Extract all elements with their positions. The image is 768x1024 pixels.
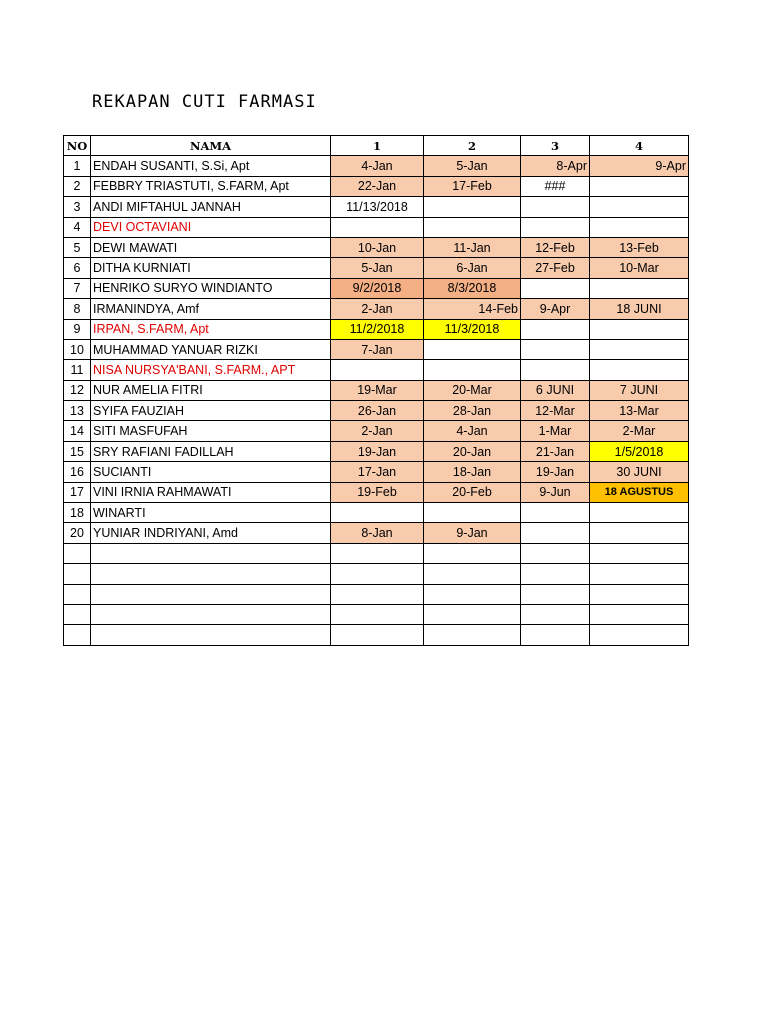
table-row: [64, 319, 689, 339]
leave-date-4[interactable]: [590, 503, 689, 523]
employee-name[interactable]: [91, 564, 331, 584]
employee-name[interactable]: ENDAH SUSANTI, S.Si, Apt: [91, 156, 331, 176]
row-number[interactable]: 17: [64, 482, 91, 502]
leave-date-4[interactable]: 18 AGUSTUS: [590, 482, 689, 502]
employee-name[interactable]: WINARTI: [91, 503, 331, 523]
table-row: [64, 503, 689, 523]
row-number[interactable]: 2: [64, 176, 91, 196]
leave-date-1[interactable]: 7-Jan: [331, 339, 424, 359]
table-row: [64, 360, 689, 380]
leave-date-2[interactable]: 11-Jan: [424, 237, 521, 257]
leave-date-2[interactable]: [424, 564, 521, 584]
leave-date-4[interactable]: [590, 339, 689, 359]
empty-row: [64, 564, 689, 584]
employee-name[interactable]: DEVI OCTAVIANI: [91, 217, 331, 237]
header-col-2[interactable]: 2: [424, 136, 521, 156]
row-number[interactable]: [64, 543, 91, 563]
leave-date-1[interactable]: 5-Jan: [331, 258, 424, 278]
table-row: [64, 156, 689, 176]
employee-name[interactable]: [91, 625, 331, 645]
employee-name[interactable]: MUHAMMAD YANUAR RIZKI: [91, 339, 331, 359]
leave-date-4[interactable]: [590, 278, 689, 298]
header-col-3[interactable]: 3: [521, 136, 590, 156]
leave-date-3[interactable]: [521, 564, 590, 584]
leave-date-3[interactable]: [521, 503, 590, 523]
leave-date-1[interactable]: [331, 564, 424, 584]
row-number[interactable]: 3: [64, 197, 91, 217]
leave-date-1[interactable]: 8-Jan: [331, 523, 424, 543]
employee-name[interactable]: [91, 543, 331, 563]
table-row: [64, 401, 689, 421]
leave-date-2[interactable]: 14-Feb: [424, 299, 521, 319]
employee-name[interactable]: FEBBRY TRIASTUTI, S.FARM, Apt: [91, 176, 331, 196]
employee-name[interactable]: SYIFA FAUZIAH: [91, 401, 331, 421]
leave-date-4[interactable]: 7 JUNI: [590, 380, 689, 400]
leave-date-3[interactable]: 12-Mar: [521, 401, 590, 421]
leave-date-4[interactable]: [590, 217, 689, 237]
row-number[interactable]: 18: [64, 503, 91, 523]
leave-date-3[interactable]: [521, 543, 590, 563]
row-number[interactable]: 7: [64, 278, 91, 298]
header-nama[interactable]: NAMA: [91, 136, 331, 156]
employee-name[interactable]: NISA NURSYA'BANI, S.FARM., APT: [91, 360, 331, 380]
row-number[interactable]: 16: [64, 462, 91, 482]
leave-date-2[interactable]: [424, 360, 521, 380]
row-number[interactable]: 20: [64, 523, 91, 543]
leave-date-3[interactable]: 19-Jan: [521, 462, 590, 482]
leave-date-3[interactable]: 9-Jun: [521, 482, 590, 502]
leave-date-4[interactable]: 30 JUNI: [590, 462, 689, 482]
leave-date-2[interactable]: 20-Mar: [424, 380, 521, 400]
empty-row: [64, 543, 689, 563]
leave-date-2[interactable]: [424, 217, 521, 237]
table-row: [64, 197, 689, 217]
row-number[interactable]: [64, 604, 91, 624]
row-number[interactable]: 6: [64, 258, 91, 278]
leave-date-2[interactable]: [424, 503, 521, 523]
leave-date-2[interactable]: 11/3/2018: [424, 319, 521, 339]
leave-date-4[interactable]: [590, 584, 689, 604]
leave-date-2[interactable]: [424, 584, 521, 604]
employee-name[interactable]: VINI IRNIA RAHMAWATI: [91, 482, 331, 502]
leave-date-2[interactable]: 6-Jan: [424, 258, 521, 278]
row-number[interactable]: [64, 584, 91, 604]
leave-date-3[interactable]: [521, 625, 590, 645]
leave-date-1[interactable]: 17-Jan: [331, 462, 424, 482]
sheet-title: REKAPAN CUTI FARMASI: [92, 92, 317, 112]
leave-date-3[interactable]: 1-Mar: [521, 421, 590, 441]
leave-date-4[interactable]: [590, 176, 689, 196]
leave-date-1[interactable]: [331, 543, 424, 563]
leave-date-3[interactable]: [521, 217, 590, 237]
leave-date-4[interactable]: [590, 564, 689, 584]
row-number[interactable]: [64, 564, 91, 584]
employee-name[interactable]: IRPAN, S.FARM, Apt: [91, 319, 331, 339]
leave-date-3[interactable]: 9-Apr: [521, 299, 590, 319]
leave-date-4[interactable]: [590, 543, 689, 563]
employee-name[interactable]: SRY RAFIANI FADILLAH: [91, 441, 331, 461]
leave-date-2[interactable]: [424, 197, 521, 217]
employee-name[interactable]: HENRIKO SURYO WINDIANTO: [91, 278, 331, 298]
leave-date-4[interactable]: [590, 625, 689, 645]
leave-date-2[interactable]: 8/3/2018: [424, 278, 521, 298]
row-number[interactable]: 8: [64, 299, 91, 319]
leave-date-3[interactable]: 21-Jan: [521, 441, 590, 461]
leave-date-2[interactable]: 5-Jan: [424, 156, 521, 176]
row-number[interactable]: 14: [64, 421, 91, 441]
leave-date-4[interactable]: 1/5/2018: [590, 441, 689, 461]
leave-date-1[interactable]: 26-Jan: [331, 401, 424, 421]
leave-date-2[interactable]: 17-Feb: [424, 176, 521, 196]
employee-name[interactable]: [91, 604, 331, 624]
leave-date-1[interactable]: 19-Feb: [331, 482, 424, 502]
leave-date-4[interactable]: 18 JUNI: [590, 299, 689, 319]
leave-date-2[interactable]: 18-Jan: [424, 462, 521, 482]
employee-name[interactable]: IRMANINDYA, Amf: [91, 299, 331, 319]
leave-date-1[interactable]: 22-Jan: [331, 176, 424, 196]
employee-name[interactable]: DEWI MAWATI: [91, 237, 331, 257]
leave-date-3[interactable]: [521, 360, 590, 380]
row-number[interactable]: [64, 625, 91, 645]
leave-date-4[interactable]: [590, 604, 689, 624]
row-number[interactable]: 1: [64, 156, 91, 176]
table-row: [64, 278, 689, 298]
leave-date-2[interactable]: [424, 604, 521, 624]
table-row: [64, 217, 689, 237]
leave-date-3[interactable]: [521, 584, 590, 604]
row-number[interactable]: 4: [64, 217, 91, 237]
employee-name[interactable]: ANDI MIFTAHUL JANNAH: [91, 197, 331, 217]
table-row: [64, 462, 689, 482]
table-row: [64, 237, 689, 257]
leave-date-3[interactable]: [521, 339, 590, 359]
leave-date-1[interactable]: 2-Jan: [331, 421, 424, 441]
leave-date-2[interactable]: [424, 339, 521, 359]
table-row: [64, 421, 689, 441]
header-row: [64, 136, 689, 156]
leave-date-4[interactable]: 9-Apr: [590, 156, 689, 176]
leave-date-4[interactable]: 10-Mar: [590, 258, 689, 278]
leave-date-1[interactable]: 4-Jan: [331, 156, 424, 176]
leave-date-1[interactable]: 9/2/2018: [331, 278, 424, 298]
leave-date-2[interactable]: [424, 625, 521, 645]
leave-date-3[interactable]: [521, 197, 590, 217]
leave-date-4[interactable]: 2-Mar: [590, 421, 689, 441]
leave-date-1[interactable]: 19-Jan: [331, 441, 424, 461]
table-row: [64, 482, 689, 502]
employee-name[interactable]: YUNIAR INDRIYANI, Amd: [91, 523, 331, 543]
table-row: [64, 441, 689, 461]
leave-date-3[interactable]: 6 JUNI: [521, 380, 590, 400]
leave-date-1[interactable]: 19-Mar: [331, 380, 424, 400]
leave-date-1[interactable]: [331, 625, 424, 645]
leave-date-3[interactable]: [521, 319, 590, 339]
leave-date-1[interactable]: [331, 604, 424, 624]
table-row: [64, 299, 689, 319]
header-col-4[interactable]: 4: [590, 136, 689, 156]
leave-date-3[interactable]: 8-Apr: [521, 156, 590, 176]
employee-name[interactable]: SUCIANTI: [91, 462, 331, 482]
leave-date-1[interactable]: [331, 217, 424, 237]
table-row: [64, 176, 689, 196]
leave-date-1[interactable]: 11/2/2018: [331, 319, 424, 339]
employee-name[interactable]: DITHA KURNIATI: [91, 258, 331, 278]
leave-date-1[interactable]: 10-Jan: [331, 237, 424, 257]
header-no[interactable]: NO: [64, 136, 91, 156]
leave-date-2[interactable]: 20-Feb: [424, 482, 521, 502]
leave-date-1[interactable]: 11/13/2018: [331, 197, 424, 217]
leave-date-4[interactable]: [590, 523, 689, 543]
leave-date-1[interactable]: [331, 503, 424, 523]
leave-date-3[interactable]: 12-Feb: [521, 237, 590, 257]
employee-name[interactable]: NUR AMELIA FITRI: [91, 380, 331, 400]
leave-date-3[interactable]: [521, 604, 590, 624]
row-number[interactable]: 12: [64, 380, 91, 400]
table-row: [64, 523, 689, 543]
table-row: [64, 258, 689, 278]
row-number[interactable]: 13: [64, 401, 91, 421]
empty-row: [64, 625, 689, 645]
leave-date-2[interactable]: 9-Jan: [424, 523, 521, 543]
employee-name[interactable]: SITI MASFUFAH: [91, 421, 331, 441]
leave-date-1[interactable]: [331, 584, 424, 604]
leave-date-4[interactable]: [590, 360, 689, 380]
leave-date-2[interactable]: [424, 543, 521, 563]
leave-date-4[interactable]: [590, 197, 689, 217]
leave-date-3[interactable]: 27-Feb: [521, 258, 590, 278]
leave-date-3[interactable]: [521, 278, 590, 298]
leave-date-2[interactable]: 28-Jan: [424, 401, 521, 421]
row-number[interactable]: 15: [64, 441, 91, 461]
row-number[interactable]: 9: [64, 319, 91, 339]
leave-date-3[interactable]: ###: [521, 176, 590, 196]
leave-date-3[interactable]: [521, 523, 590, 543]
leave-date-1[interactable]: 2-Jan: [331, 299, 424, 319]
empty-row: [64, 584, 689, 604]
row-number[interactable]: 10: [64, 339, 91, 359]
employee-name[interactable]: [91, 584, 331, 604]
leave-date-4[interactable]: 13-Mar: [590, 401, 689, 421]
empty-row: [64, 604, 689, 624]
table-row: [64, 380, 689, 400]
row-number[interactable]: 5: [64, 237, 91, 257]
header-col-1[interactable]: 1: [331, 136, 424, 156]
row-number[interactable]: 11: [64, 360, 91, 380]
table-row: [64, 339, 689, 359]
leave-date-4[interactable]: [590, 319, 689, 339]
leave-date-2[interactable]: 4-Jan: [424, 421, 521, 441]
leave-date-4[interactable]: 13-Feb: [590, 237, 689, 257]
leave-recap-table: [63, 135, 689, 646]
leave-date-1[interactable]: [331, 360, 424, 380]
leave-date-2[interactable]: 20-Jan: [424, 441, 521, 461]
